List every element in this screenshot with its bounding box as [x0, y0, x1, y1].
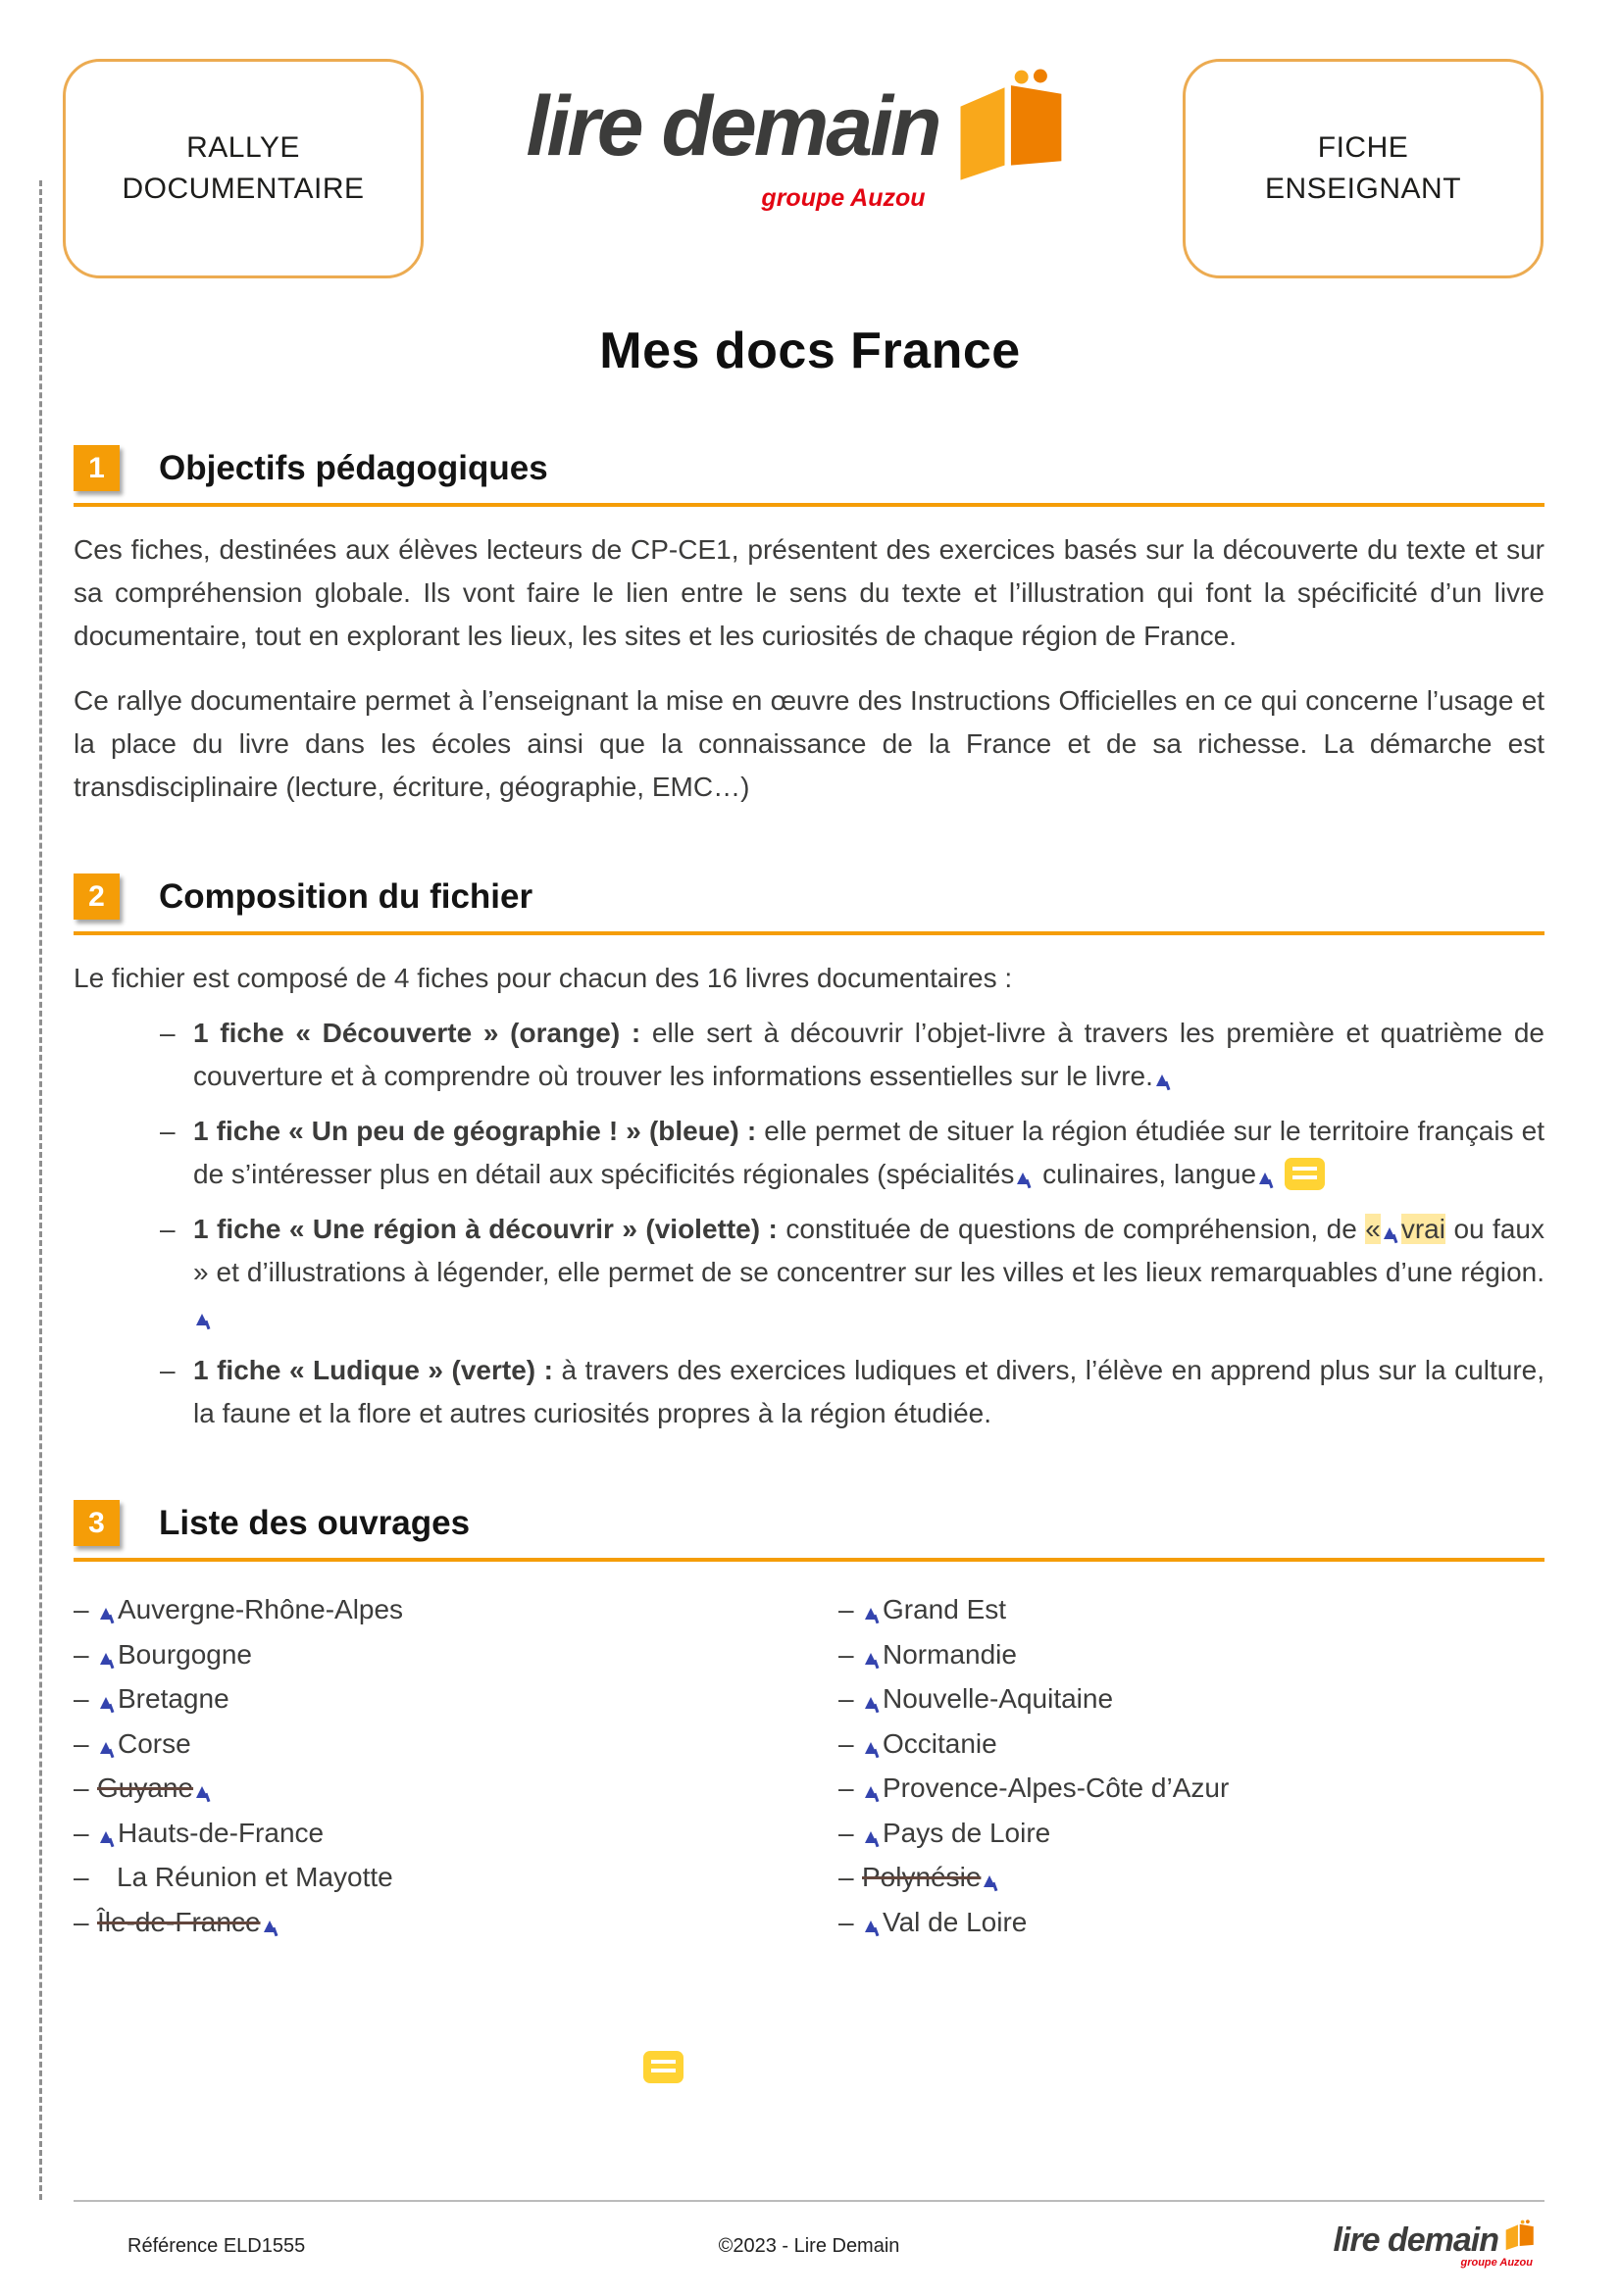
item-dash: – [838, 1727, 854, 1759]
ouvrage-name: Occitanie [883, 1727, 997, 1759]
item-dash: – [74, 1727, 89, 1759]
section-rule [74, 931, 1544, 935]
ouvrage-name: Corse [118, 1727, 191, 1759]
insertion-caret-icon[interactable] [865, 1921, 878, 1935]
document-body [74, 445, 1544, 1944]
fiche-bullet-list [160, 1012, 1544, 1435]
insertion-caret-icon[interactable] [100, 1742, 113, 1757]
footer-reference: Référence ELD1555 [127, 2234, 306, 2257]
item-dash: – [74, 1817, 89, 1848]
list-item [838, 1722, 1229, 1767]
list-item [74, 1900, 838, 1945]
ouvrage-name: Pays de Loire [883, 1817, 1051, 1848]
item-dash: – [74, 1862, 89, 1892]
item-dash: – [74, 1683, 89, 1714]
list-item [74, 1855, 838, 1900]
insertion-caret-icon[interactable] [865, 1831, 878, 1846]
item-dash: – [838, 1594, 854, 1624]
item-dash: – [74, 1772, 89, 1803]
item-dash: – [838, 1683, 854, 1714]
list-item [838, 1766, 1229, 1811]
insertion-caret-icon[interactable] [1384, 1227, 1396, 1242]
paragraph: Le fichier est composé de 4 fiches pour chacun des 16 livres documentaires : [74, 963, 1013, 993]
dashed-cut-line [39, 180, 42, 2200]
ouvrage-name: Bretagne [118, 1683, 229, 1714]
bullet-text: culinaires, langue [1035, 1159, 1257, 1189]
section-rule [74, 503, 1544, 507]
list-item [838, 1855, 1229, 1900]
bullet-dash: – [160, 1116, 176, 1146]
insertion-caret-icon[interactable] [865, 1697, 878, 1712]
comment-annotation-icon[interactable] [643, 2051, 683, 2083]
header-box-fiche-enseignant [1183, 59, 1544, 278]
insertion-caret-icon[interactable] [196, 1786, 209, 1801]
footer-logo-subtext: groupe Auzou [1460, 2257, 1533, 2269]
section-number-badge: 3 [74, 1500, 120, 1546]
section-composition [74, 873, 1544, 1435]
insertion-caret-icon[interactable] [984, 1875, 996, 1890]
paragraph: Ces fiches, destinées aux élèves lecteurs de CP-CE1, présentent des exercices basés sur la découverte du texte et sur sa compréhension globale. Ils vont faire le lien entre le sens du texte et l’illustration qui font la spécificité d’un livre documentaire, tout en explorant les lieux, les sites et les curiosités de chaque région de France. [74, 534, 1544, 651]
list-item [74, 1632, 838, 1677]
insertion-caret-icon[interactable] [264, 1921, 277, 1935]
footer-logo-wordmark: lire demain [1333, 2221, 1498, 2259]
section-objectifs [74, 445, 1544, 809]
ouvrage-name: Bourgogne [118, 1638, 253, 1670]
header-box-label: DOCUMENTAIRE [122, 173, 365, 205]
header-box-rallye-documentaire [63, 59, 424, 278]
item-dash: – [838, 1817, 854, 1848]
page-footer [74, 2200, 1544, 2269]
insertion-caret-icon[interactable] [865, 1742, 878, 1757]
list-item [838, 1676, 1229, 1722]
ouvrage-name-struck: Guyane [97, 1772, 194, 1803]
ouvrage-name: Hauts-de-France [118, 1817, 325, 1848]
bullet-item-geographie [160, 1110, 1544, 1196]
insertion-caret-icon[interactable] [865, 1786, 878, 1801]
section-title: Objectifs pédagogiques [159, 448, 548, 487]
footer-logo [1333, 2223, 1539, 2269]
ouvrage-name: Auvergne-Rhône-Alpes [118, 1594, 404, 1624]
insertion-caret-icon[interactable] [1259, 1173, 1272, 1187]
open-book-icon [1501, 2220, 1539, 2252]
list-item [74, 1766, 838, 1811]
list-item [838, 1811, 1229, 1856]
highlighted-text: « [1365, 1214, 1381, 1244]
bullet-text: elle sert à découvrir l’objet-livre à travers les première et quatrième de couverture et à comprendre où trouver les informations essentielles sur le livre. [193, 1018, 1544, 1091]
list-item [838, 1900, 1229, 1945]
section-number-badge: 1 [74, 445, 120, 491]
insertion-caret-icon[interactable] [196, 1314, 209, 1328]
section-number-badge: 2 [74, 873, 120, 920]
insertion-caret-icon[interactable] [1156, 1074, 1169, 1089]
bullet-dash: – [160, 1355, 176, 1385]
item-dash: – [838, 1862, 854, 1892]
bullet-text: constituée de questions de compréhension, de [777, 1214, 1366, 1244]
paragraph: Ce rallye documentaire permet à l’enseignant la mise en œuvre des Instructions Officielles en ce qui concerne l’usage et la place du livre dans les écoles ainsi que la connaissance de la France et de sa richesse. La démarche est transdisciplinaire (lecture, écriture, géographie, EMC…) [74, 685, 1544, 802]
ouvrage-name-struck: Polynésie [862, 1862, 982, 1892]
insertion-caret-icon[interactable] [865, 1653, 878, 1668]
ouvrage-name-struck: Île-de-France [97, 1906, 261, 1937]
header-box-label: FICHE [1317, 131, 1409, 164]
bullet-dash: – [160, 1018, 176, 1048]
ouvrage-name: La Réunion et Mayotte [117, 1862, 393, 1892]
ouvrages-column-left [74, 1587, 838, 1944]
ouvrages-column-right [838, 1587, 1229, 1944]
insertion-caret-icon[interactable] [100, 1608, 113, 1622]
ouvrages-list [74, 1587, 1544, 1944]
header-box-label: RALLYE [186, 131, 300, 164]
bullet-item-region-a-decouvrir [160, 1208, 1544, 1337]
section-title: Composition du fichier [159, 876, 533, 916]
ouvrage-name: Provence-Alpes-Côte d’Azur [883, 1772, 1230, 1803]
logo-wordmark: lire demain [526, 79, 939, 174]
ouvrage-name: Grand Est [883, 1594, 1007, 1624]
item-dash: – [74, 1906, 89, 1937]
bullet-dash: – [160, 1214, 176, 1244]
insertion-caret-icon[interactable] [100, 1831, 113, 1846]
bullet-lead: 1 fiche « Une région à découvrir » (violette) : [193, 1214, 778, 1244]
item-dash: – [838, 1906, 854, 1937]
insertion-caret-icon[interactable] [100, 1653, 113, 1668]
item-dash: – [74, 1638, 89, 1670]
insertion-caret-icon[interactable] [865, 1608, 878, 1622]
list-item [838, 1632, 1229, 1677]
section-liste-ouvrages [74, 1500, 1544, 1944]
page-title: Mes docs France [599, 323, 1021, 379]
logo-subtext: groupe Auzou [761, 184, 926, 212]
bullet-item-decouverte [160, 1012, 1544, 1098]
item-dash: – [838, 1772, 854, 1803]
bullet-item-ludique [160, 1349, 1544, 1435]
page-header [0, 0, 1620, 278]
list-item [74, 1811, 838, 1856]
bullet-text: à travers des exercices ludiques et divers, l’élève en apprend plus sur la culture, la faune et la flore et autres curiosités propres à la région étudiée. [193, 1355, 1544, 1428]
insertion-caret-icon[interactable] [100, 1697, 113, 1712]
bullet-lead: 1 fiche « Ludique » (verte) : [193, 1355, 553, 1385]
bullet-text: ou faux » et d’illustrations à légender, elle permet de se concentrer sur les villes et les lieux remarquables d’une région. [193, 1214, 1544, 1287]
ouvrage-name: Nouvelle-Aquitaine [883, 1683, 1114, 1714]
bullet-lead: 1 fiche « Découverte » (orange) : [193, 1018, 641, 1048]
ouvrage-name: Val de Loire [883, 1906, 1028, 1937]
list-item [74, 1676, 838, 1722]
section-rule [74, 1558, 1544, 1562]
highlighted-text: vrai [1400, 1214, 1445, 1244]
ouvrage-name: Normandie [883, 1638, 1017, 1670]
lire-demain-logo [526, 79, 1080, 213]
header-box-label: ENSEIGNANT [1264, 173, 1462, 205]
section-title: Liste des ouvrages [159, 1503, 471, 1542]
open-book-icon [943, 69, 1081, 186]
footer-copyright: ©2023 - Lire Demain [718, 2234, 900, 2257]
list-item [838, 1587, 1229, 1632]
insertion-caret-icon[interactable] [1017, 1173, 1030, 1187]
list-item [74, 1722, 838, 1767]
item-dash: – [74, 1594, 89, 1624]
comment-annotation-icon[interactable] [1285, 1158, 1325, 1190]
bullet-lead: 1 fiche « Un peu de géographie ! » (bleue) : [193, 1116, 757, 1146]
list-item [74, 1587, 838, 1632]
item-dash: – [838, 1638, 854, 1670]
bullet-text: elle permet de situer la région étudiée sur le territoire français et de s’intéresser plus en détail aux spécificités régionales (spécialités [193, 1116, 1544, 1189]
